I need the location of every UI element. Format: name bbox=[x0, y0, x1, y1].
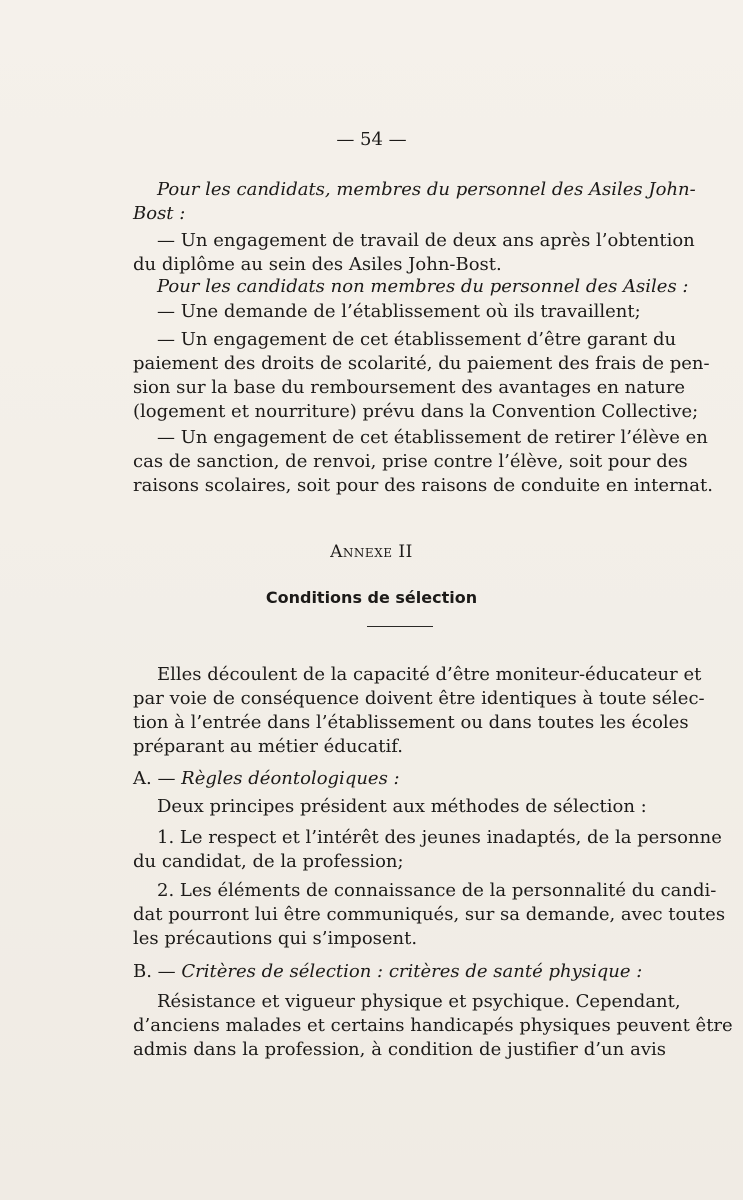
text-line: Résistance et vigueur physique et psychique. Cependant, bbox=[157, 991, 681, 1012]
subsection-title: Critères de sélection : critères de santé physique : bbox=[181, 961, 643, 982]
subsection-prefix: A. — bbox=[133, 768, 182, 789]
text-line: paiement des droits de scolarité, du paiement des frais de pen- bbox=[133, 353, 710, 374]
page-number: — 54 — bbox=[336, 129, 407, 150]
text-line: — Un engagement de travail de deux ans après l’obtention bbox=[157, 230, 695, 251]
text-line: (logement et nourriture) prévu dans la Convention Collective; bbox=[133, 401, 699, 422]
text-line: — Une demande de l’établissement où ils travaillent; bbox=[157, 301, 641, 322]
text-line: Pour les candidats, membres du personnel des Asiles John- bbox=[157, 179, 696, 200]
text-line: par voie de conséquence doivent être identiques à toute sélec- bbox=[133, 688, 705, 709]
subsection-heading-a bbox=[133, 767, 666, 791]
subsection-heading-b bbox=[133, 960, 666, 984]
heading-rule bbox=[367, 626, 433, 627]
text-line: 2. Les éléments de connaissance de la personnalité du candi- bbox=[157, 880, 717, 901]
annexe-title-text: Annexe II bbox=[330, 542, 413, 562]
text-line: les précautions qui s’imposent. bbox=[133, 928, 418, 949]
text-line: dat pourront lui être communiqués, sur sa demande, avec toutes bbox=[133, 904, 726, 925]
text-line: — Un engagement de cet établissement d’être garant du bbox=[157, 329, 677, 350]
text-line: 1. Le respect et l’intérêt des jeunes inadaptés, de la personne bbox=[157, 827, 722, 848]
text-line: du candidat, de la profession; bbox=[133, 851, 404, 872]
subsection-title: Règles déontologiques : bbox=[181, 768, 400, 789]
text-line: d’anciens malades et certains handicapés physiques peuvent être bbox=[133, 1015, 733, 1036]
text-line: — Un engagement de cet établissement de retirer l’élève en bbox=[157, 427, 708, 448]
text-line: sion sur la base du remboursement des avantages en nature bbox=[133, 377, 686, 398]
text-line: Pour les candidats non membres du personnel des Asiles : bbox=[157, 276, 689, 297]
text-line: Elles découlent de la capacité d’être moniteur-éducateur et bbox=[157, 664, 702, 685]
text-line: du diplôme au sein des Asiles John-Bost. bbox=[133, 254, 502, 275]
text-line: admis dans la profession, à condition de justifier d’un avis bbox=[133, 1039, 666, 1060]
section-heading: Conditions de sélection bbox=[265, 588, 478, 607]
text-line: raisons scolaires, soit pour des raisons de conduite en internat. bbox=[133, 475, 713, 496]
text-line: préparant au métier éducatif. bbox=[133, 736, 403, 757]
text-line: tion à l’entrée dans l’établissement ou dans toutes les écoles bbox=[133, 712, 689, 733]
text-line: Deux principes président aux méthodes de sélection : bbox=[157, 796, 647, 817]
text-line: cas de sanction, de renvoi, prise contre l’élève, soit pour des bbox=[133, 451, 688, 472]
subsection-prefix: B. — bbox=[133, 961, 182, 982]
annexe-title bbox=[0, 540, 743, 564]
text-line: Bost : bbox=[133, 203, 186, 224]
